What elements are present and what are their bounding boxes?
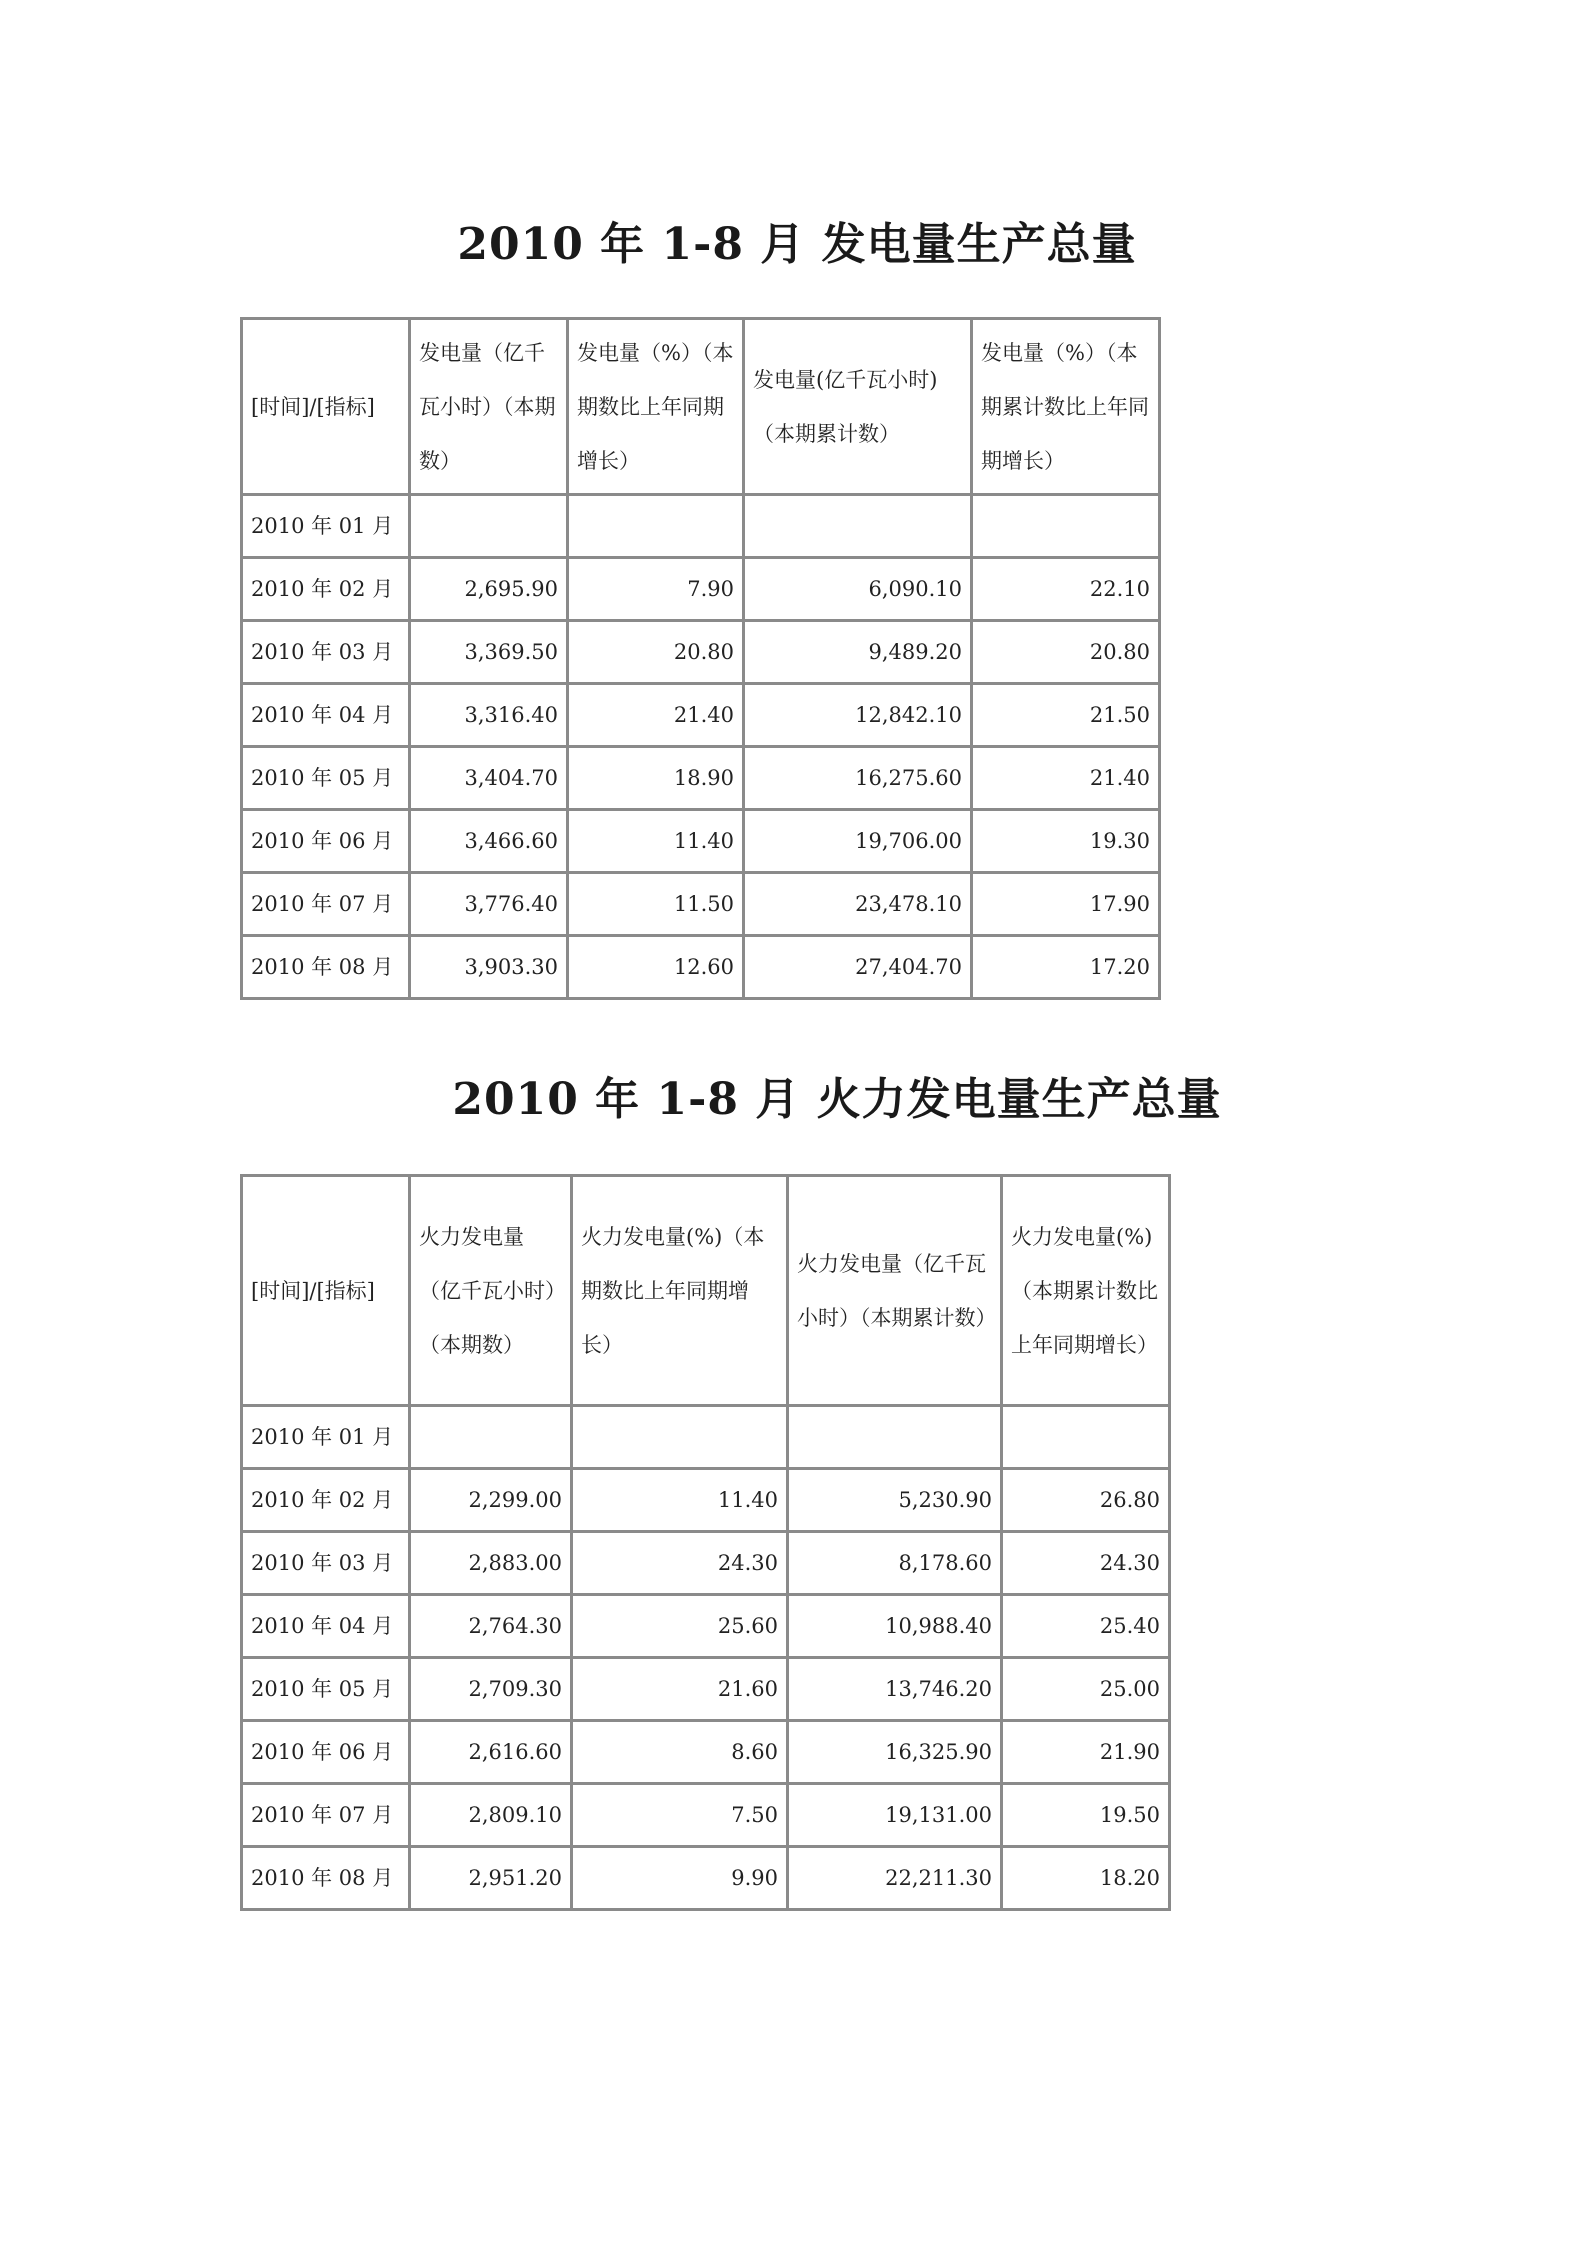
value-cell: 21.40 <box>972 747 1160 810</box>
value-cell: 3,369.50 <box>410 621 568 684</box>
value-cell: 17.20 <box>972 936 1160 999</box>
value-cell: 25.00 <box>1002 1658 1170 1721</box>
value-cell: 2,951.20 <box>410 1847 572 1910</box>
period-cell: 2010 年 02 月 <box>242 558 410 621</box>
value-cell <box>1002 1406 1170 1469</box>
table-row <box>242 1406 1170 1469</box>
value-cell: 7.50 <box>572 1784 788 1847</box>
value-cell: 6,090.10 <box>744 558 972 621</box>
table-row <box>242 1658 1170 1721</box>
value-cell: 18.90 <box>568 747 744 810</box>
period-cell: 2010 年 08 月 <box>242 1847 410 1910</box>
header-cell-monthly-output: 发电量（亿千瓦小时）（本期数） <box>410 319 568 495</box>
period-cell: 2010 年 05 月 <box>242 747 410 810</box>
value-cell: 2,709.30 <box>410 1658 572 1721</box>
value-cell: 25.60 <box>572 1595 788 1658</box>
period-cell: 2010 年 06 月 <box>242 810 410 873</box>
value-cell <box>410 495 568 558</box>
table-row <box>242 558 1160 621</box>
header-cell-cumulative-growth: 火力发电量(%)（本期累计数比上年同期增长） <box>1002 1176 1170 1406</box>
period-cell: 2010 年 05 月 <box>242 1658 410 1721</box>
value-cell <box>572 1406 788 1469</box>
period-cell: 2010 年 03 月 <box>242 1532 410 1595</box>
value-cell: 22,211.30 <box>788 1847 1002 1910</box>
value-cell: 21.90 <box>1002 1721 1170 1784</box>
period-cell: 2010 年 07 月 <box>242 1784 410 1847</box>
thermal-power-generation-table <box>240 1174 1171 1911</box>
value-cell: 11.40 <box>568 810 744 873</box>
value-cell: 16,325.90 <box>788 1721 1002 1784</box>
table-row <box>242 873 1160 936</box>
header-cell-cumulative-output: 火力发电量（亿千瓦小时）（本期累计数） <box>788 1176 1002 1406</box>
period-cell: 2010 年 08 月 <box>242 936 410 999</box>
table-row <box>242 1784 1170 1847</box>
value-cell: 18.20 <box>1002 1847 1170 1910</box>
value-cell: 20.80 <box>568 621 744 684</box>
value-cell: 22.10 <box>972 558 1160 621</box>
period-cell: 2010 年 01 月 <box>242 1406 410 1469</box>
power-generation-table <box>240 317 1161 1000</box>
value-cell: 19,131.00 <box>788 1784 1002 1847</box>
value-cell: 21.50 <box>972 684 1160 747</box>
value-cell: 7.90 <box>568 558 744 621</box>
period-cell: 2010 年 03 月 <box>242 621 410 684</box>
value-cell <box>972 495 1160 558</box>
header-row <box>242 319 1160 495</box>
value-cell: 2,764.30 <box>410 1595 572 1658</box>
period-cell: 2010 年 07 月 <box>242 873 410 936</box>
value-cell: 20.80 <box>972 621 1160 684</box>
table-row <box>242 810 1160 873</box>
period-cell: 2010 年 02 月 <box>242 1469 410 1532</box>
table-row <box>242 1532 1170 1595</box>
value-cell: 26.80 <box>1002 1469 1170 1532</box>
header-cell-monthly-output: 火力发电量（亿千瓦小时）（本期数） <box>410 1176 572 1406</box>
value-cell: 19.30 <box>972 810 1160 873</box>
value-cell <box>744 495 972 558</box>
value-cell: 24.30 <box>1002 1532 1170 1595</box>
value-cell: 24.30 <box>572 1532 788 1595</box>
value-cell: 23,478.10 <box>744 873 972 936</box>
value-cell: 21.40 <box>568 684 744 747</box>
value-cell: 2,616.60 <box>410 1721 572 1784</box>
value-cell: 9.90 <box>572 1847 788 1910</box>
value-cell: 2,809.10 <box>410 1784 572 1847</box>
value-cell: 2,883.00 <box>410 1532 572 1595</box>
period-cell: 2010 年 04 月 <box>242 684 410 747</box>
value-cell: 17.90 <box>972 873 1160 936</box>
table-row <box>242 747 1160 810</box>
value-cell: 8,178.60 <box>788 1532 1002 1595</box>
value-cell: 19.50 <box>1002 1784 1170 1847</box>
header-row <box>242 1176 1170 1406</box>
value-cell: 2,299.00 <box>410 1469 572 1532</box>
table-row <box>242 1847 1170 1910</box>
header-cell-monthly-growth: 火力发电量(%)（本期数比上年同期增长） <box>572 1176 788 1406</box>
header-cell-cumulative-growth: 发电量（%）（本期累计数比上年同期增长） <box>972 319 1160 495</box>
header-cell-period: [时间]/[指标] <box>242 1176 410 1406</box>
value-cell <box>788 1406 1002 1469</box>
period-cell: 2010 年 04 月 <box>242 1595 410 1658</box>
value-cell: 5,230.90 <box>788 1469 1002 1532</box>
table-row <box>242 936 1160 999</box>
value-cell: 3,316.40 <box>410 684 568 747</box>
value-cell: 10,988.40 <box>788 1595 1002 1658</box>
value-cell: 8.60 <box>572 1721 788 1784</box>
header-cell-monthly-growth: 发电量（%）（本期数比上年同期增长） <box>568 319 744 495</box>
value-cell: 3,776.40 <box>410 873 568 936</box>
period-cell: 2010 年 06 月 <box>242 1721 410 1784</box>
value-cell: 19,706.00 <box>744 810 972 873</box>
value-cell: 16,275.60 <box>744 747 972 810</box>
value-cell: 3,404.70 <box>410 747 568 810</box>
value-cell: 11.40 <box>572 1469 788 1532</box>
value-cell: 12,842.10 <box>744 684 972 747</box>
value-cell: 21.60 <box>572 1658 788 1721</box>
period-cell: 2010 年 01 月 <box>242 495 410 558</box>
value-cell: 27,404.70 <box>744 936 972 999</box>
value-cell: 3,903.30 <box>410 936 568 999</box>
table-row <box>242 621 1160 684</box>
table-row <box>242 1595 1170 1658</box>
value-cell: 13,746.20 <box>788 1658 1002 1721</box>
table-row <box>242 684 1160 747</box>
value-cell: 12.60 <box>568 936 744 999</box>
header-cell-cumulative-output: 发电量(亿千瓦小时)（本期累计数） <box>744 319 972 495</box>
value-cell <box>568 495 744 558</box>
section-1-title: 2010 年 1-8 月 发电量生产总量 <box>457 219 1137 270</box>
value-cell: 11.50 <box>568 873 744 936</box>
value-cell: 25.40 <box>1002 1595 1170 1658</box>
section-2-title: 2010 年 1-8 月 火力发电量生产总量 <box>452 1074 1222 1125</box>
table-row <box>242 1469 1170 1532</box>
value-cell: 3,466.60 <box>410 810 568 873</box>
table-row <box>242 495 1160 558</box>
table-row <box>242 1721 1170 1784</box>
value-cell: 2,695.90 <box>410 558 568 621</box>
header-cell-period: [时间]/[指标] <box>242 319 410 495</box>
value-cell: 9,489.20 <box>744 621 972 684</box>
value-cell <box>410 1406 572 1469</box>
